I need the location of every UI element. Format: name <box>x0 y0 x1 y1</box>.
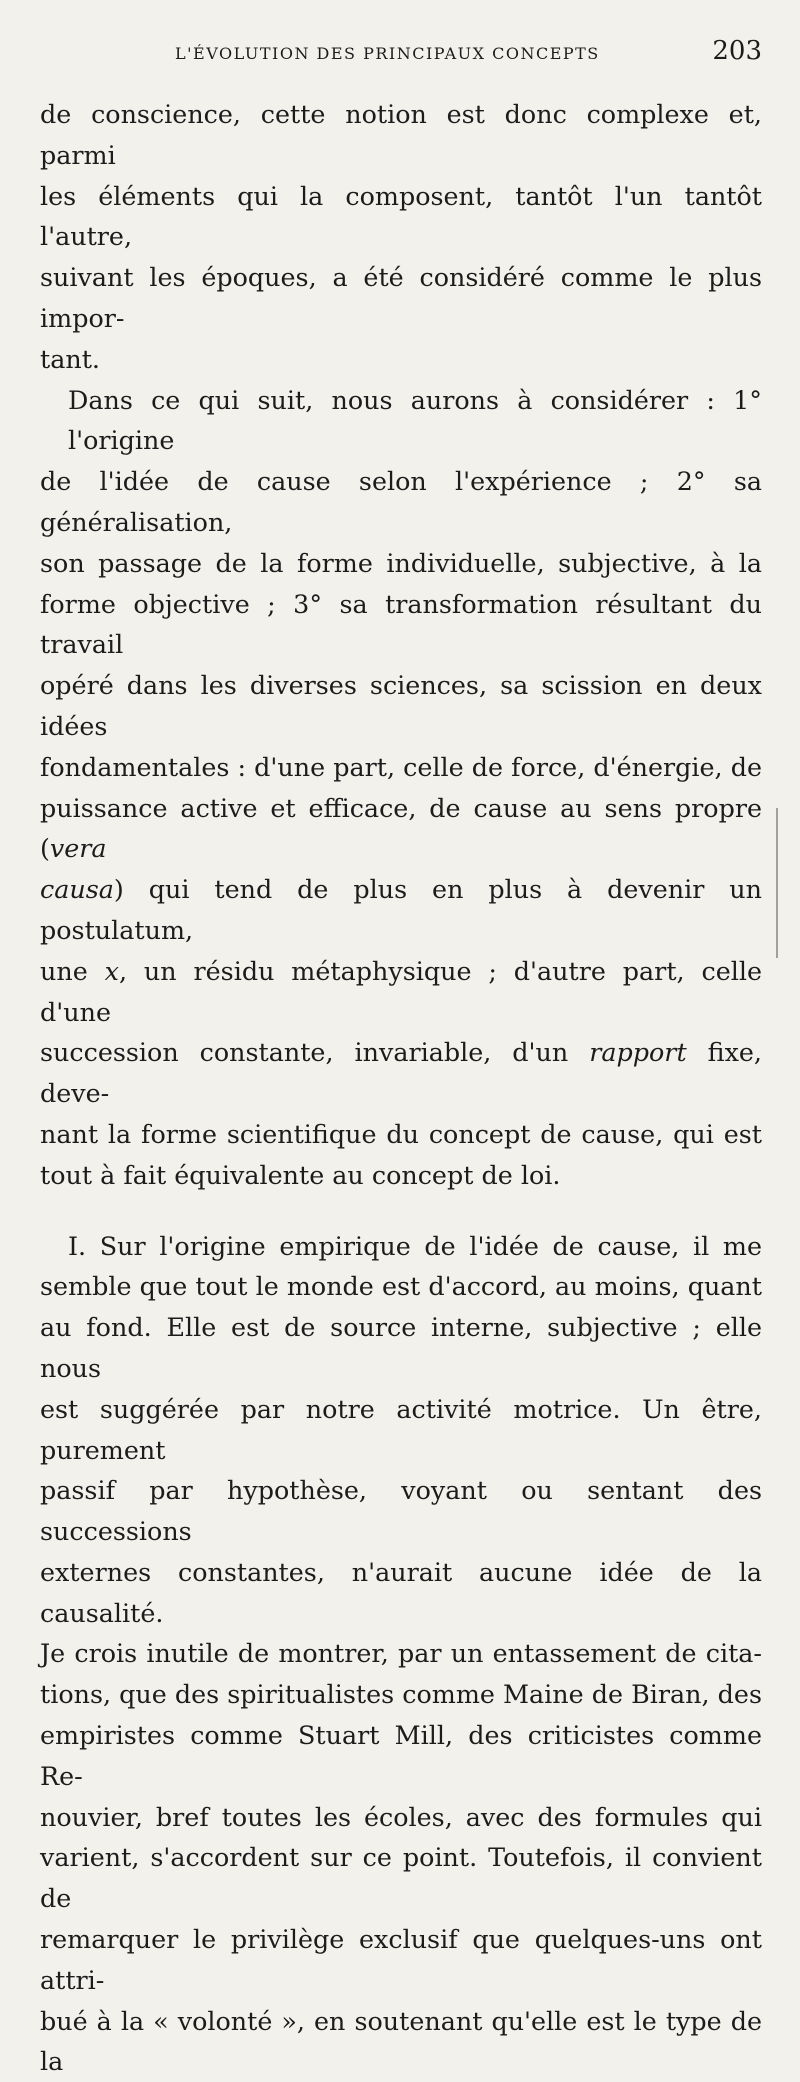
paragraph-2 <box>40 380 762 1196</box>
italic-word: vera <box>49 833 107 864</box>
text-line: externes constantes, n'aurait aucune idée de la causalité. <box>40 1556 762 1628</box>
text-line <box>40 951 762 1033</box>
text-line: forme objective ; 3° sa transformation résultant du travail <box>40 588 762 660</box>
text-line: remarquer le privilège exclusif que quelques-uns ont attri- <box>40 1924 762 1995</box>
text-line: au fond. Elle est de source interne, subjective ; elle nous <box>40 1312 762 1383</box>
text-line: tions, que des spiritualistes comme Maine de Biran, des <box>40 1679 762 1710</box>
italic-word: causa <box>40 874 114 905</box>
text-line: de conscience, cette notion est donc complexe et, parmi <box>40 99 762 170</box>
text-line: passif par hypothèse, voyant ou sentant des successions <box>40 1475 762 1547</box>
text-segment: une x, un résidu métaphysique ; d'autre part, celle d'une <box>40 955 762 1027</box>
margin-pencil-mark <box>776 808 778 958</box>
text-line: I. Sur l'origine empirique de l'idée de cause, il me <box>68 1230 762 1261</box>
page-number: 203 <box>712 36 762 66</box>
text-line: tant. <box>40 343 100 374</box>
text-segment: ) qui tend de plus en plus à devenir un postulatum, <box>40 874 762 945</box>
text-line: de l'idée de cause selon l'expérience ; 2° sa généralisation, <box>40 466 762 537</box>
text-line: nant la forme scientifique du concept de cause, qui est <box>40 1118 762 1149</box>
text-line: les éléments qui la composent, tantôt l'un tantôt l'autre, <box>40 180 762 252</box>
text-segment: succession constante, invariable, d'un <box>40 1037 590 1068</box>
text-segment: puissance active et efficace, de cause au sens propre ( <box>40 792 762 864</box>
text-line: est suggérée par notre activité motrice. Un être, purement <box>40 1393 762 1465</box>
text-line: fondamentales : d'une part, celle de force, d'énergie, de <box>40 751 762 782</box>
text-line <box>40 788 762 870</box>
text-line: varient, s'accordent sur ce point. Toutefois, il convient de <box>40 1842 762 1914</box>
italic-variable: x <box>104 955 119 986</box>
italic-word: rapport <box>589 1037 687 1068</box>
text-line: opéré dans les diverses sciences, sa scission en deux idées <box>40 670 762 741</box>
text-line: nouvier, bref toutes les écoles, avec des formules qui <box>40 1801 762 1832</box>
text-line: empiristes comme Stuart Mill, des criticistes comme Re- <box>40 1720 762 1791</box>
text-segment: fixe, deve- <box>40 1037 762 1109</box>
text-line: bué à la « volonté », en soutenant qu'elle est le type de la <box>40 2005 762 2077</box>
page-header <box>40 36 762 76</box>
text-line: son passage de la forme individuelle, subjective, à la <box>40 547 762 578</box>
text-line: Je crois inutile de montrer, par un entassement de cita- <box>40 1638 762 1669</box>
running-title: L'ÉVOLUTION DES PRINCIPAUX CONCEPTS <box>175 44 600 63</box>
text-line <box>40 1032 762 1114</box>
body-text <box>40 94 762 2082</box>
text-line: suivant les époques, a été considéré comme le plus impor- <box>40 262 762 333</box>
paragraph-3 <box>40 1226 762 2082</box>
text-line: semble que tout le monde est d'accord, au moins, quant <box>40 1271 762 1302</box>
text-line: tout à fait équivalente au concept de loi. <box>40 1159 561 1190</box>
paragraph-1 <box>40 94 762 380</box>
text-line: Dans ce qui suit, nous aurons à considérer : 1° l'origine <box>68 384 762 456</box>
text-line <box>40 869 762 951</box>
